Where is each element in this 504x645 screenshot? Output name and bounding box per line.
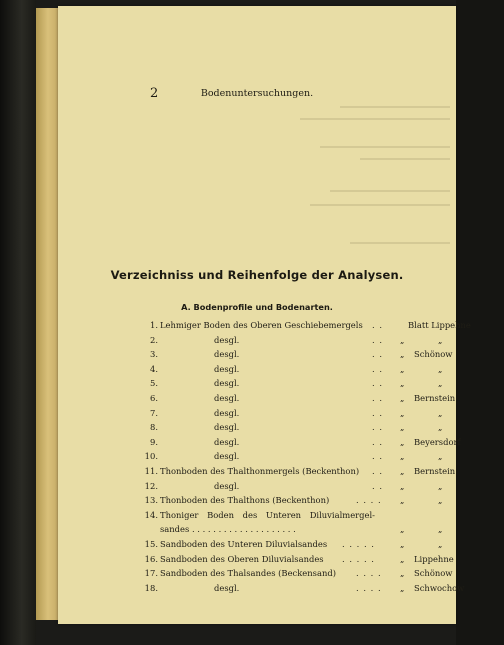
dot-leader: . . <box>372 436 383 447</box>
item-description: desgl. <box>214 480 240 491</box>
item-description: Sandboden des Oberen Diluvialsandes <box>160 553 324 564</box>
item-location: Lippehne <box>414 553 454 564</box>
item-number: 13. <box>144 495 158 506</box>
list-item <box>138 464 456 479</box>
item-location: Bernstein <box>414 392 456 403</box>
item-location: Schwochow <box>414 582 465 593</box>
list-item <box>138 362 443 377</box>
list-item <box>138 581 465 596</box>
item-number: 3. <box>150 349 158 360</box>
running-head: Bodenuntersuchungen. <box>200 88 314 99</box>
ditto-mark: „ <box>400 378 405 389</box>
item-location: „ <box>438 538 443 549</box>
list-item <box>138 493 443 508</box>
dot-leader: . . <box>372 334 383 345</box>
ditto-mark: „ <box>400 436 405 447</box>
dot-leader: . . <box>372 451 383 462</box>
item-number: 12. <box>144 480 158 491</box>
list-item <box>138 566 453 581</box>
dot-leader: . . <box>372 407 383 418</box>
item-location: Beyersdorf <box>414 436 461 447</box>
item-number: 1. <box>150 320 158 330</box>
dot-leader: . . <box>372 480 383 491</box>
page-number: 2 <box>150 86 159 101</box>
item-description: desgl. <box>214 422 240 433</box>
list-item <box>138 552 454 567</box>
dot-leader: . . . . . <box>342 553 375 564</box>
list-item <box>138 333 443 348</box>
ditto-mark: „ <box>400 465 405 476</box>
item-number: 7. <box>150 407 158 418</box>
list-item <box>138 347 453 362</box>
item-description: Thonboden des Thalthonmergels (Beckenthon) <box>160 465 360 476</box>
list-item <box>138 406 443 421</box>
item-number: 5. <box>150 378 158 389</box>
dot-leader: . . <box>372 465 383 476</box>
item-number: 14. <box>144 509 158 520</box>
ditto-mark: „ <box>400 349 405 360</box>
show-through-line <box>350 242 450 244</box>
show-through-line <box>360 158 450 160</box>
item-number: 8. <box>150 422 158 433</box>
item-description: desgl. <box>214 407 240 418</box>
ditto-mark: „ <box>400 422 405 433</box>
ditto-mark: „ <box>400 524 405 535</box>
ditto-mark: „ <box>400 582 405 593</box>
list-item <box>138 376 443 391</box>
ditto-mark: „ <box>400 495 405 506</box>
item-location: „ <box>438 480 443 491</box>
book-spine <box>0 0 36 645</box>
ditto-mark: „ <box>400 451 405 462</box>
item-location: „ <box>438 363 443 374</box>
item-location: „ <box>438 524 443 535</box>
item-location: Schönow <box>414 349 453 360</box>
ditto-mark: „ <box>400 568 405 579</box>
list-item <box>138 449 443 464</box>
item-location: Blatt Lippehne <box>408 320 471 330</box>
book-page <box>58 6 471 624</box>
item-description: desgl. <box>214 582 240 593</box>
item-number: 9. <box>150 436 158 447</box>
dot-leader: . . . . <box>356 582 382 593</box>
ditto-mark: „ <box>400 538 405 549</box>
dot-leader: . . <box>372 378 383 389</box>
item-location: „ <box>438 422 443 433</box>
item-location: „ <box>438 495 443 506</box>
item-number: 18. <box>144 582 158 593</box>
item-number: 6. <box>150 392 158 403</box>
item-location: „ <box>438 378 443 389</box>
item-description: Lehmiger Boden des Oberen Geschiebemergels <box>160 320 363 330</box>
item-location: „ <box>438 451 443 462</box>
show-through-line <box>320 146 450 148</box>
item-number: 17. <box>144 568 158 579</box>
dot-leader: . . <box>372 422 383 433</box>
item-number: 15. <box>144 538 158 549</box>
item-location: „ <box>438 407 443 418</box>
show-through-line <box>340 106 450 108</box>
item-number: 4. <box>150 363 158 374</box>
item-description: desgl. <box>214 334 240 345</box>
item-description: Sandboden des Thalsandes (Beckensand) <box>160 568 336 579</box>
show-through-line <box>330 190 450 192</box>
list-item <box>138 435 461 450</box>
list-item <box>138 522 443 537</box>
analysis-list <box>138 318 471 595</box>
item-location: Schönow <box>414 568 453 579</box>
item-description: desgl. <box>214 349 240 360</box>
list-item <box>138 318 471 333</box>
show-through-line <box>300 118 450 120</box>
dot-leader: . . . . . <box>342 538 375 549</box>
ditto-mark: „ <box>400 392 405 403</box>
dot-leader: . . <box>372 392 383 403</box>
item-description: sandes . . . . . . . . . . . . . . . . . . . . <box>160 524 296 535</box>
item-number: 2. <box>150 334 158 345</box>
item-number: 10. <box>144 451 158 462</box>
dot-leader: . . . . <box>356 568 382 579</box>
dot-leader: . . <box>372 363 383 374</box>
page-title: Verzeichniss und Reihenfolge der Analysen. <box>110 268 404 282</box>
item-description: Thoniger Boden des Unteren Diluvialmergel- <box>160 509 375 520</box>
ditto-mark: „ <box>400 407 405 418</box>
section-heading: A. Bodenprofile und Bodenarten. <box>181 302 333 312</box>
item-number: 11. <box>144 465 158 476</box>
item-description: desgl. <box>214 436 240 447</box>
list-item <box>138 420 443 435</box>
list-item <box>138 537 443 552</box>
ditto-mark: „ <box>400 363 405 374</box>
show-through-line <box>310 204 450 206</box>
ditto-mark: „ <box>400 334 405 345</box>
item-location: „ <box>438 334 443 345</box>
ditto-mark: „ <box>400 553 405 564</box>
dot-leader: . . <box>372 349 383 360</box>
list-item <box>138 479 443 494</box>
list-item <box>138 391 456 406</box>
ditto-mark: „ <box>400 480 405 491</box>
item-number: 16. <box>144 553 158 564</box>
page-header <box>58 86 456 100</box>
item-description: desgl. <box>214 378 240 389</box>
item-description: desgl. <box>214 392 240 403</box>
dot-leader: . . <box>372 320 383 330</box>
item-location: Bernstein <box>414 465 456 476</box>
list-item <box>138 508 438 523</box>
item-description: Sandboden des Unteren Diluvialsandes <box>160 538 328 549</box>
item-description: desgl. <box>214 451 240 462</box>
item-description: desgl. <box>214 363 240 374</box>
item-description: Thonboden des Thalthons (Beckenthon) <box>160 495 330 506</box>
dot-leader: . . . . <box>356 495 382 506</box>
